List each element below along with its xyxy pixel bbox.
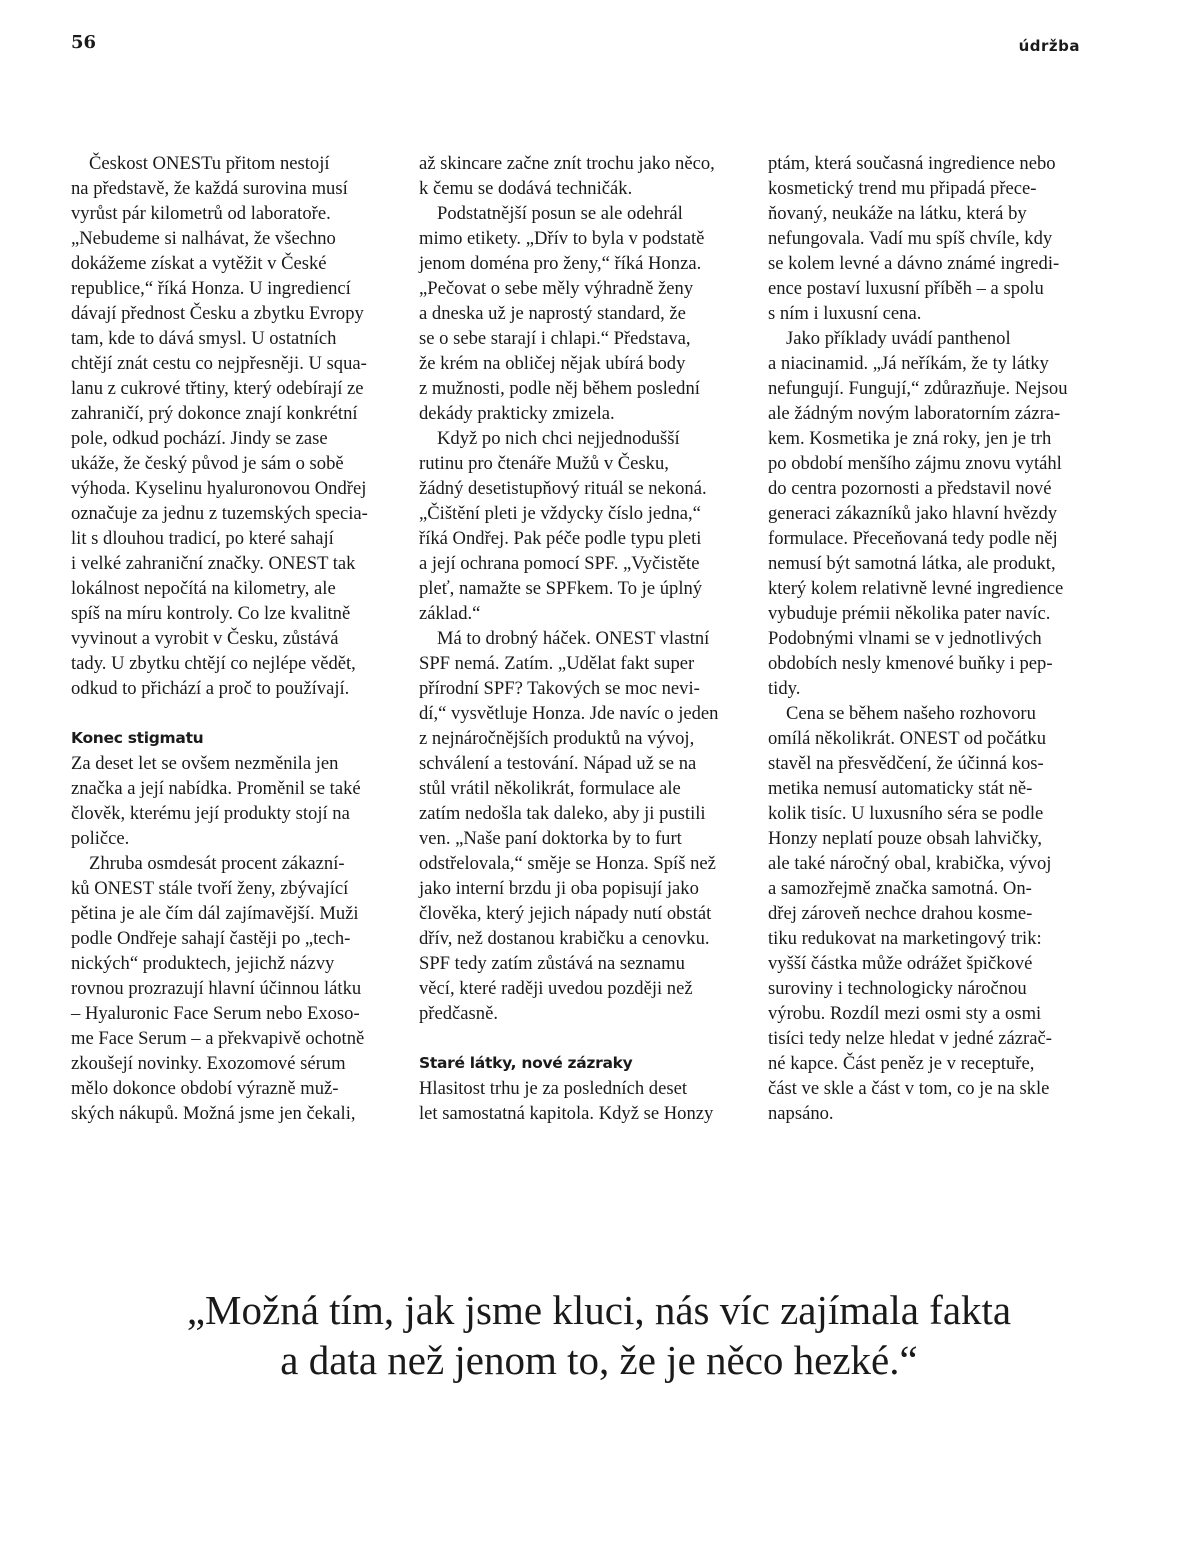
text-line: Českost ONESTu přitom nestojí	[89, 153, 330, 174]
pull-quote	[60, 1285, 1138, 1385]
text-line: se o sebe starají i chlapi.“ Představa,	[419, 328, 691, 349]
text-line: se kolem levné a dávno známé ingredi-	[768, 253, 1060, 274]
text-line: dřej zároveň nechce drahou kosme-	[768, 903, 1033, 924]
text-line: rovnou prozrazují hlavní účinnou látku	[71, 978, 362, 999]
text-line: formulace. Přeceňovaná tedy podle něj	[768, 528, 1058, 549]
text-line: ptám, která současná ingredience nebo	[768, 153, 1056, 174]
text-line: s ním i luxusní cena.	[768, 303, 922, 324]
text-line: říká Ondřej. Pak péče podle typu pleti	[419, 528, 702, 549]
text-line: Jako příklady uvádí panthenol	[786, 328, 1011, 349]
text-line: nefungují. Fungují,“ zdůrazňuje. Nejsou	[768, 378, 1068, 399]
text-line: „Pečovat o sebe měly výhradně ženy	[419, 278, 694, 299]
text-line: me Face Serum – a překvapivě ochotně	[71, 1028, 365, 1049]
text-line: spíš na míru kontroly. Co lze kvalitně	[71, 603, 351, 624]
text-line: věcí, které raději uvedou později než	[419, 978, 693, 999]
text-line: SPF tedy zatím zůstává na seznamu	[419, 953, 685, 974]
text-line: označuje za jednu z tuzemských specia-	[71, 503, 368, 524]
text-line: který kolem relativně levné ingredience	[768, 578, 1064, 599]
text-line: žádný desetistupňový rituál se nekoná.	[419, 478, 707, 499]
text-line: a samozřejmě značka samotná. On-	[768, 878, 1032, 899]
text-line: né kapce. Část peněz je v receptuře,	[768, 1053, 1035, 1074]
text-line: lanu z cukrové třtiny, který odebírají ze	[71, 378, 364, 399]
text-line: vybuduje prémii několika pater navíc.	[768, 603, 1051, 624]
text-line: ale žádným novým laboratorním zázra-	[768, 403, 1061, 424]
text-line: republice,“ říká Honza. U ingrediencí	[71, 278, 351, 299]
text-line: pleť, namažte se SPFkem. To je úplný	[419, 578, 703, 599]
text-line: Hlasitost trhu je za posledních deset	[419, 1078, 687, 1099]
text-line: a niacinamid. „Já neříkám, že ty látky	[768, 353, 1049, 374]
text-line: do centra pozornosti a představil nové	[768, 478, 1052, 499]
article-column-3	[768, 151, 1084, 1126]
text-line: nefungovala. Vadí mu spíš chvíle, kdy	[768, 228, 1053, 249]
text-line: metika nemusí automaticky stát ně-	[768, 778, 1033, 799]
text-line: let samostatná kapitola. Když se Honzy	[419, 1103, 714, 1124]
text-line: kem. Kosmetika je zná roky, jen je trh	[768, 428, 1052, 449]
text-line: k čemu se dodává techničák.	[419, 178, 633, 199]
section-label: údržba	[1018, 37, 1080, 55]
text-line: „Čištění pleti je vždycky číslo jedna,“	[419, 503, 701, 524]
text-line: dávají přednost Česku a zbytku Evropy	[71, 303, 364, 324]
text-line: člověk, kterému její produkty stojí na	[71, 803, 350, 824]
text-line: ence postaví luxusní příběh – a spolu	[768, 278, 1044, 299]
text-line: základ.“	[419, 603, 481, 624]
text-line: zkoušejí novinky. Exozomové sérum	[71, 1053, 346, 1074]
text-line: lit s dlouhou tradicí, po které sahají	[71, 528, 334, 549]
text-line: ukáže, že český původ je sám o sobě	[71, 453, 344, 474]
text-line: chtějí znát cestu co nejpřesněji. U squa-	[71, 353, 367, 374]
text-line: suroviny i technologicky náročnou	[768, 978, 1027, 999]
text-line: vyrůst pár kilometrů od laboratoře.	[71, 203, 331, 224]
text-line: z nejnáročnějších produktů na vývoj,	[419, 728, 695, 749]
section-heading: Staré látky, nové zázraky	[419, 1054, 633, 1072]
text-line: vyvinout a vyrobit v Česku, zůstává	[71, 628, 339, 649]
text-line: stůl vrátil několikrát, formulace ale	[419, 778, 681, 799]
text-line: přírodní SPF? Takových se moc nevi-	[419, 678, 700, 699]
text-line: na představě, že každá surovina musí	[71, 178, 348, 199]
text-line: omílá několikrát. ONEST od počátku	[768, 728, 1046, 749]
paragraph-spacer	[71, 701, 387, 726]
text-line: stavěl na přesvědčení, že účinná kos-	[768, 753, 1044, 774]
text-line: ských nákupů. Možná jsme jen čekali,	[71, 1103, 356, 1124]
text-line: poličce.	[71, 828, 130, 849]
text-line: odkud to přichází a proč to používají.	[71, 678, 350, 699]
text-line: člověka, který jejich nápady nutí obstát	[419, 903, 712, 924]
text-line: a dneska už je naprostý standard, že	[419, 303, 686, 324]
text-line: Zhruba osmdesát procent zákazní-	[89, 853, 345, 874]
text-line: jako interní brzdu ji oba popisují jako	[419, 878, 699, 899]
text-line: mělo dokonce období výrazně muž-	[71, 1078, 339, 1099]
text-line: ňovaný, neukáže na látku, která by	[768, 203, 1027, 224]
text-line: Podobnými vlnami se v jednotlivých	[768, 628, 1042, 649]
text-line: „Nebudeme si nalhávat, že všechno	[71, 228, 336, 249]
text-line: předčasně.	[419, 1003, 498, 1024]
text-line: po období menšího zájmu znovu vytáhl	[768, 453, 1062, 474]
text-line: nemusí být samotná látka, ale produkt,	[768, 553, 1056, 574]
text-line: rutinu pro čtenáře Mužů v Česku,	[419, 453, 669, 474]
page-number: 56	[71, 32, 97, 53]
text-line: značka a její nabídka. Proměnil se také	[71, 778, 361, 799]
text-line: jenom doména pro ženy,“ říká Honza.	[419, 253, 702, 274]
text-line: Za deset let se ovšem nezměnila jen	[71, 753, 339, 774]
text-line: tidy.	[768, 678, 801, 699]
text-line: tiku redukovat na marketingový trik:	[768, 928, 1042, 949]
text-line: část ve skle a část v tom, co je na skle	[768, 1078, 1050, 1099]
text-line: až skincare začne znít trochu jako něco,	[419, 153, 715, 174]
text-line: tisíci tedy nelze hledat v jedné zázrač-	[768, 1028, 1052, 1049]
text-line: mimo etikety. „Dřív to byla v podstatě	[419, 228, 705, 249]
text-line: ven. „Naše paní doktorka by to furt	[419, 828, 682, 849]
text-line: z mužnosti, podle něj během poslední	[419, 378, 700, 399]
text-line: výrobu. Rozdíl mezi osmi sty a osmi	[768, 1003, 1042, 1024]
section-heading: Konec stigmatu	[71, 729, 204, 747]
pull-quote-line-2: a data než jenom to, že je něco hezké.“	[280, 1337, 918, 1383]
text-line: pole, odkud pochází. Jindy se zase	[71, 428, 328, 449]
text-line: a její ochrana pomocí SPF. „Vyčistěte	[419, 553, 700, 574]
text-line: dí,“ vysvětluje Honza. Jde navíc o jeden	[419, 703, 719, 724]
text-line: kosmetický trend mu připadá přece-	[768, 178, 1037, 199]
text-line: podle Ondřeje sahají častěji po „tech-	[71, 928, 351, 949]
paragraph-spacer	[419, 1026, 739, 1051]
text-line: napsáno.	[768, 1103, 834, 1124]
text-line: dekády prakticky zmizela.	[419, 403, 615, 424]
text-line: Když po nich chci nejjednodušší	[437, 428, 680, 449]
text-line: nických“ produktech, jejichž názvy	[71, 953, 335, 974]
text-line: Podstatnější posun se ale odehrál	[437, 203, 683, 224]
text-line: Má to drobný háček. ONEST vlastní	[437, 628, 710, 649]
text-line: Cena se během našeho rozhovoru	[786, 703, 1036, 724]
text-line: kolik tisíc. U luxusního séra se podle	[768, 803, 1044, 824]
text-line: pětina je ale čím dál zajímavější. Muži	[71, 903, 359, 924]
text-line: že krém na obličej nějak ubírá body	[419, 353, 686, 374]
text-line: zahraničí, prý dokonce znají konkrétní	[71, 403, 358, 424]
text-line: i velké zahraniční značky. ONEST tak	[71, 553, 356, 574]
text-line: Honzy neplatí pouze obsah lahvičky,	[768, 828, 1043, 849]
text-line: lokálnost nepočítá na kilometry, ale	[71, 578, 336, 599]
text-line: odstřelovala,“ směje se Honza. Spíš než	[419, 853, 716, 874]
text-line: ale také náročný obal, krabička, vývoj	[768, 853, 1052, 874]
text-line: výhoda. Kyselinu hyaluronovou Ondřej	[71, 478, 367, 499]
text-line: tam, kde to dává smysl. U ostatních	[71, 328, 337, 349]
text-line: generaci zákazníků jako hlavní hvězdy	[768, 503, 1058, 524]
text-line: schválení a testování. Nápad už se na	[419, 753, 697, 774]
text-line: – Hyaluronic Face Serum nebo Exoso-	[71, 1003, 360, 1024]
text-line: SPF nemá. Zatím. „Udělat fakt super	[419, 653, 695, 674]
text-line: vyšší částka může odrážet špičkové	[768, 953, 1033, 974]
text-line: dokážeme získat a vytěžit v České	[71, 253, 327, 274]
text-line: ků ONEST stále tvoří ženy, zbývající	[71, 878, 349, 899]
text-line: obdobích nesly kmenové buňky i pep-	[768, 653, 1053, 674]
pull-quote-line-1: „Možná tím, jak jsme kluci, nás víc zajímala fakta	[186, 1287, 1012, 1333]
article-column-1	[71, 151, 387, 1126]
article-column-2	[419, 151, 739, 1126]
text-line: tady. U zbytku chtějí co nejlépe vědět,	[71, 653, 356, 674]
text-line: dřív, než dostanou krabičku a cenovku.	[419, 928, 710, 949]
text-line: zatím nedošla tak daleko, aby ji pustili	[419, 803, 706, 824]
